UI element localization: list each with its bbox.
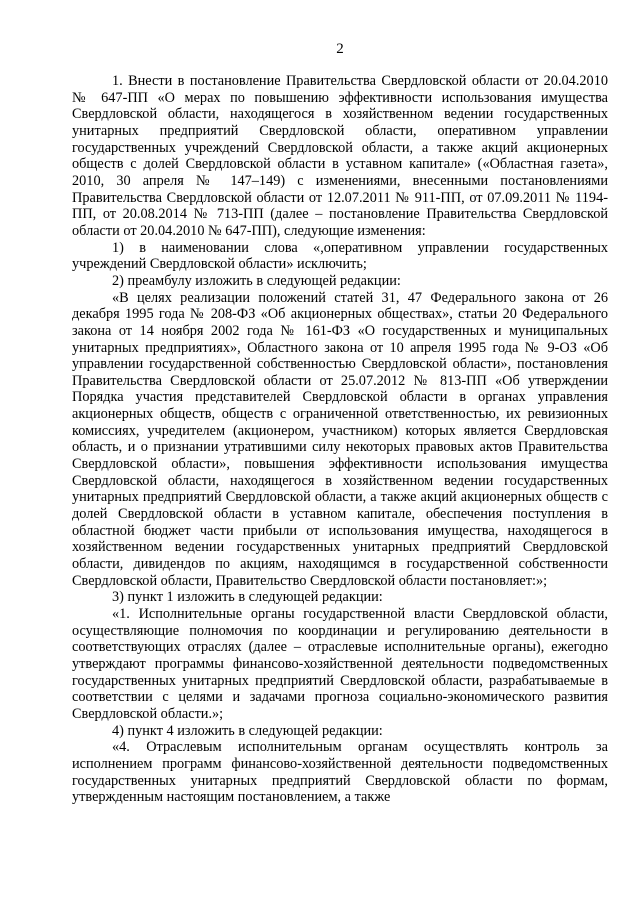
paragraph: «1. Исполнительные органы государственной власти Свердловской области, осуществляющие полномочия по координации и регулированию деятельности в соответствующих отраслях (далее – отраслевые исполнительные органы), ежегодно утверждают программы финансово-хозяйственной деятельности подведомственных государственных унитарных предприятий Свердловской области, разрабатываемые в соответствии с целями и задачами прогноза социально-экономического развития Свердловской области.»; bbox=[72, 606, 608, 722]
document-body bbox=[72, 73, 608, 806]
paragraph: «4. Отраслевым исполнительным органам осуществлять контроль за исполнением программ финансово-хозяйственной деятельности подведомственных государственных унитарных предприятий Свердловской области по формам, утвержденным настоящим постановлением, а также bbox=[72, 739, 608, 806]
page-number: 2 bbox=[336, 41, 344, 57]
paragraph: 1. Внести в постановление Правительства Свердловской области от 20.04.2010 № 647-ПП «О мерах по повышению эффективности использования имущества Свердловской области, находящегося в хозяйственном ведении государственных унитарных предприятий Свердловской области, оперативном управлении государственных учреждений Свердловской области, а также акций акционерных обществ с долей Свердловской области в уставном капитале» («Областная газета», 2010, 30 апреля № 147–149) с изменениями, внесенными постановлениями Правительства Свердловской области от 12.07.2011 № 911-ПП, от 07.09.2011 № 1194-ПП, от 20.08.2014 № 713-ПП (далее – постановление Правительства Свердловской области от 20.04.2010 № 647-ПП), следующие изменения: bbox=[72, 73, 608, 239]
paragraph: 2) преамбулу изложить в следующей редакции: bbox=[112, 272, 401, 289]
paragraph: 1) в наименовании слова «,оперативном управлении государственных учреждений Свердловской области» исключить; bbox=[72, 239, 608, 273]
paragraph: 3) пункт 1 изложить в следующей редакции: bbox=[112, 589, 383, 606]
paragraph: «В целях реализации положений статей 31, 47 Федерального закона от 26 декабря 1995 года № 208-ФЗ «Об акционерных обществах», статьи 20 Федерального закона от 14 ноября 2002 года № 161-ФЗ «О государственных и муниципальных унитарных предприятиях», Областного закона от 10 апреля 1995 года № 9-ОЗ «Об управлении государственной собственностью Свердловской области», постановления Правительства Свердловской области от 25.07.2012 № 813-ПП «Об утверждении Порядка участия представителей Свердловской области в органах управления акционерных обществ, обществ с ограниченной ответственностью, их ревизионных комиссиях, учредителем (акционером, участником) которых является Свердловская область, и о признании утратившими силу некоторых правовых актов Правительства Свердловской области», повышения эффективности использования имущества Свердловской области, находящегося в хозяйственном ведении государственных унитарных предприятий Свердловской области, а также акций акционерных обществ с долей Свердловской области в уставном капитале, обеспечения поступления в областной бюджет части прибыли от использования имущества, находящегося в хозяйственном ведении государственных унитарных предприятий Свердловской области, дивидендов по акциям, находящимся в государственной собственности Свердловской области, Правительство Свердловской области постановляет:»; bbox=[72, 289, 608, 589]
paragraph: 4) пункт 4 изложить в следующей редакции: bbox=[112, 722, 383, 739]
